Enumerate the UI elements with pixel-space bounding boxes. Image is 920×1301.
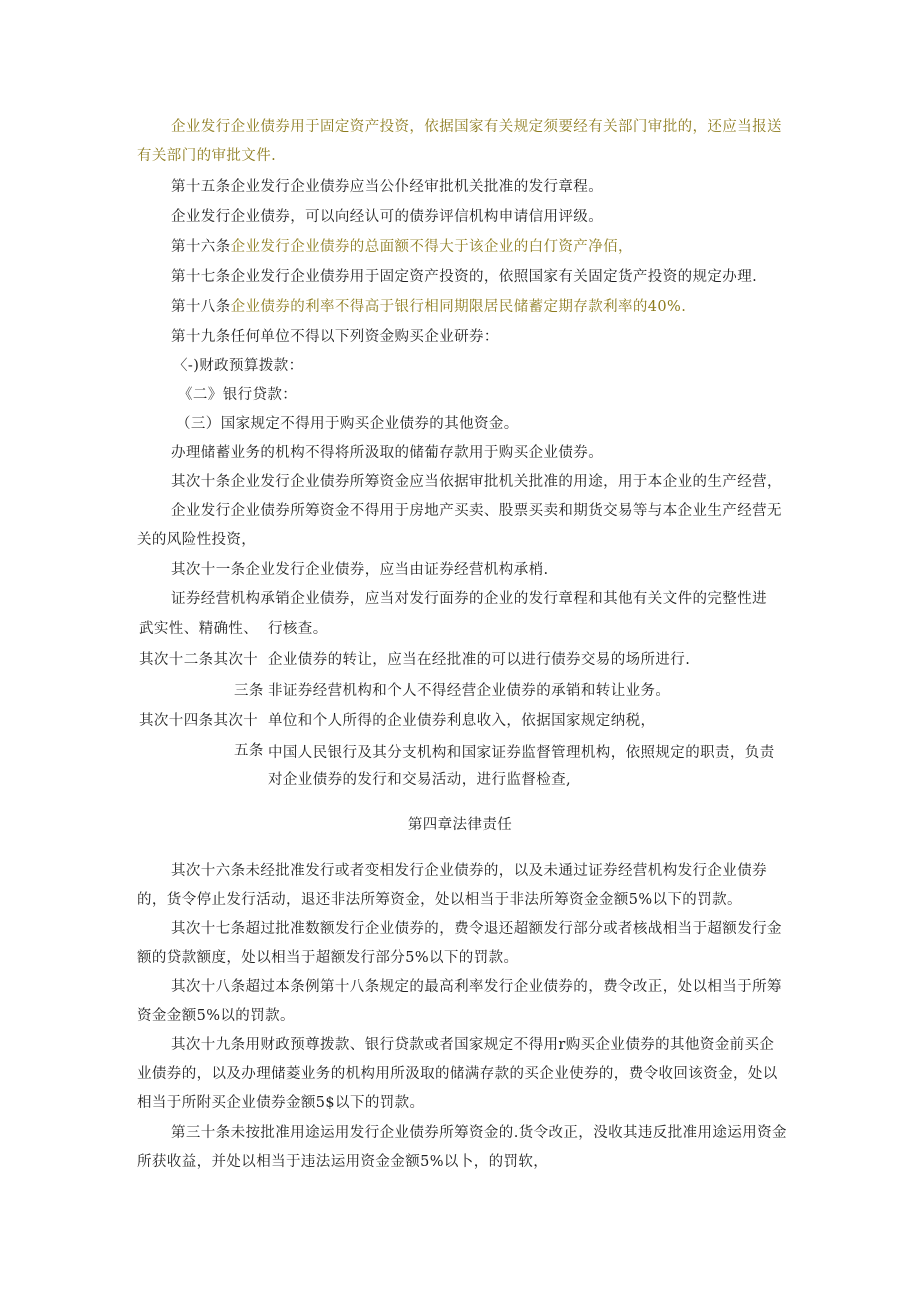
article-27: 其次十七条超过批准数额发行企业债券的，费令退还超额发行部分或者核战相当于超额发行金额的贷款额度，处以相当于超额发行部分5%以下的罚款。 bbox=[137, 921, 782, 966]
article-29: 其次十九条用财政预尊拨款、银行贷款或者国家规定不得用r购买企业债券的其他资金前买企业债券的，以及办理储菱业务的机构用所汲取的储满存款的买企业使券的，费令收回该资金，处以相当于所附买企业债券金额5$以下的罚款。 bbox=[137, 1037, 778, 1111]
underwriter-review-paragraph: 证券经营机构承销企业债券，应当对发行面券的企业的发行章程和其他有关文件的完整性进 bbox=[171, 591, 767, 607]
article-16-number: 第十六条 bbox=[171, 239, 231, 255]
article-18 bbox=[171, 293, 686, 322]
underwriter-review-continued: 武实性、精确性、 bbox=[139, 621, 259, 637]
article-21: 其次十一条企业发行企业债券，应当由证券经营机构承梢. bbox=[171, 562, 549, 578]
list-item-3: （三）国家规定不得用于购买企业债券的其他资金。 bbox=[176, 416, 519, 432]
article-18-number: 第十八条 bbox=[171, 299, 231, 315]
list-item-1: 〈-)财政预算拨款： bbox=[173, 358, 304, 374]
article-28: 其次十八条超过本条例第十八条规定的最高利率发行企业债券的，费令改正，处以相当于所筹资金金额5%以的罚款。 bbox=[137, 979, 782, 1024]
supervision-text: 中国人民银行及其分支机构和国家证券监督管理机构，依照规定的职责，负责对企业债券的发行和交易活动，进行监督检查, bbox=[268, 745, 775, 788]
underwriter-review-end: 行核查。 bbox=[268, 621, 328, 637]
article-22-23-label: 其次十二条其次十 bbox=[139, 652, 259, 668]
article-16-text: 企业发行企业债券的总面额不得大于该企业的白仃资产净佰， bbox=[230, 239, 633, 255]
article-15: 第十五条企业发行企业债券应当公仆经审批机关批准的发行章程。 bbox=[171, 179, 604, 195]
bond-transfer-text: 企业债券的转让，应当在经批准的可以进行债券交易的场所进行. bbox=[268, 652, 691, 668]
savings-institution-paragraph: 办理储蓄业务的机构不得将所汲取的储葡存款用于购买企业债券。 bbox=[171, 445, 604, 461]
article-16 bbox=[171, 233, 633, 262]
list-item-2: 《二》银行贷款： bbox=[178, 387, 298, 403]
article-30: 第三十条未按批准用途运用发行企业债券所筹资金的.货令改正，没收其违反批准用途运用资金所获收益，并处以相当于违法运用资金金额5%以卜，的罚软， bbox=[137, 1125, 787, 1170]
article-25-label-end: 五条 bbox=[234, 743, 264, 759]
article-17: 第十七条企业发行企业债券用于固定资产投资的，依照国家有关固定货产投资的规定办理. bbox=[171, 269, 758, 285]
paragraph-approval-documents: 企业发行企业债券用于固定资产投资，依据国家有关规定须要经有关部门审批的，还应当报送有关部门的审批文件. bbox=[137, 119, 782, 164]
article-26: 其次十六条未经批准发行或者变相发行企业债券的，以及未通过证券经营机构发行企业债券的，货令停止发行活动，退还非法所筹资金，处以相当于非法所筹资金金额5%以下的罚款。 bbox=[137, 863, 767, 908]
non-securities-text: 非证券经营机构和个人不得经营企业债券的承销和转让业务。 bbox=[268, 683, 671, 699]
article-18-text: 企业债券的利率不得高于银行相同期限居民储蓄定期存款利率的40%. bbox=[230, 299, 687, 315]
article-24-25-label: 其次十四条其次十 bbox=[139, 713, 259, 729]
chapter-4-heading: 第四章法律责任 bbox=[407, 817, 513, 833]
article-23-label-end: 三条 bbox=[234, 683, 264, 699]
article-19: 第十九条任何单位不得以下列资金购买企业研券： bbox=[171, 329, 499, 345]
credit-rating-paragraph: 企业发行企业债券，可以向经认可的债券评信机构申请信用评级。 bbox=[171, 209, 604, 225]
investment-restriction-paragraph: 企业发行企业债券所筹资金不得用于房地产买卖、股票买卖和期货交易等与本企业生产经营无关的风险性投资， bbox=[137, 503, 782, 548]
interest-tax-text: 单位和个人所得的企业债券利息收入，依据国家规定纳税， bbox=[268, 713, 656, 729]
article-20: 其次十条企业发行企业债券所筹资金应当依据审批机关批准的用途，用于本企业的生产经营， bbox=[171, 474, 782, 490]
